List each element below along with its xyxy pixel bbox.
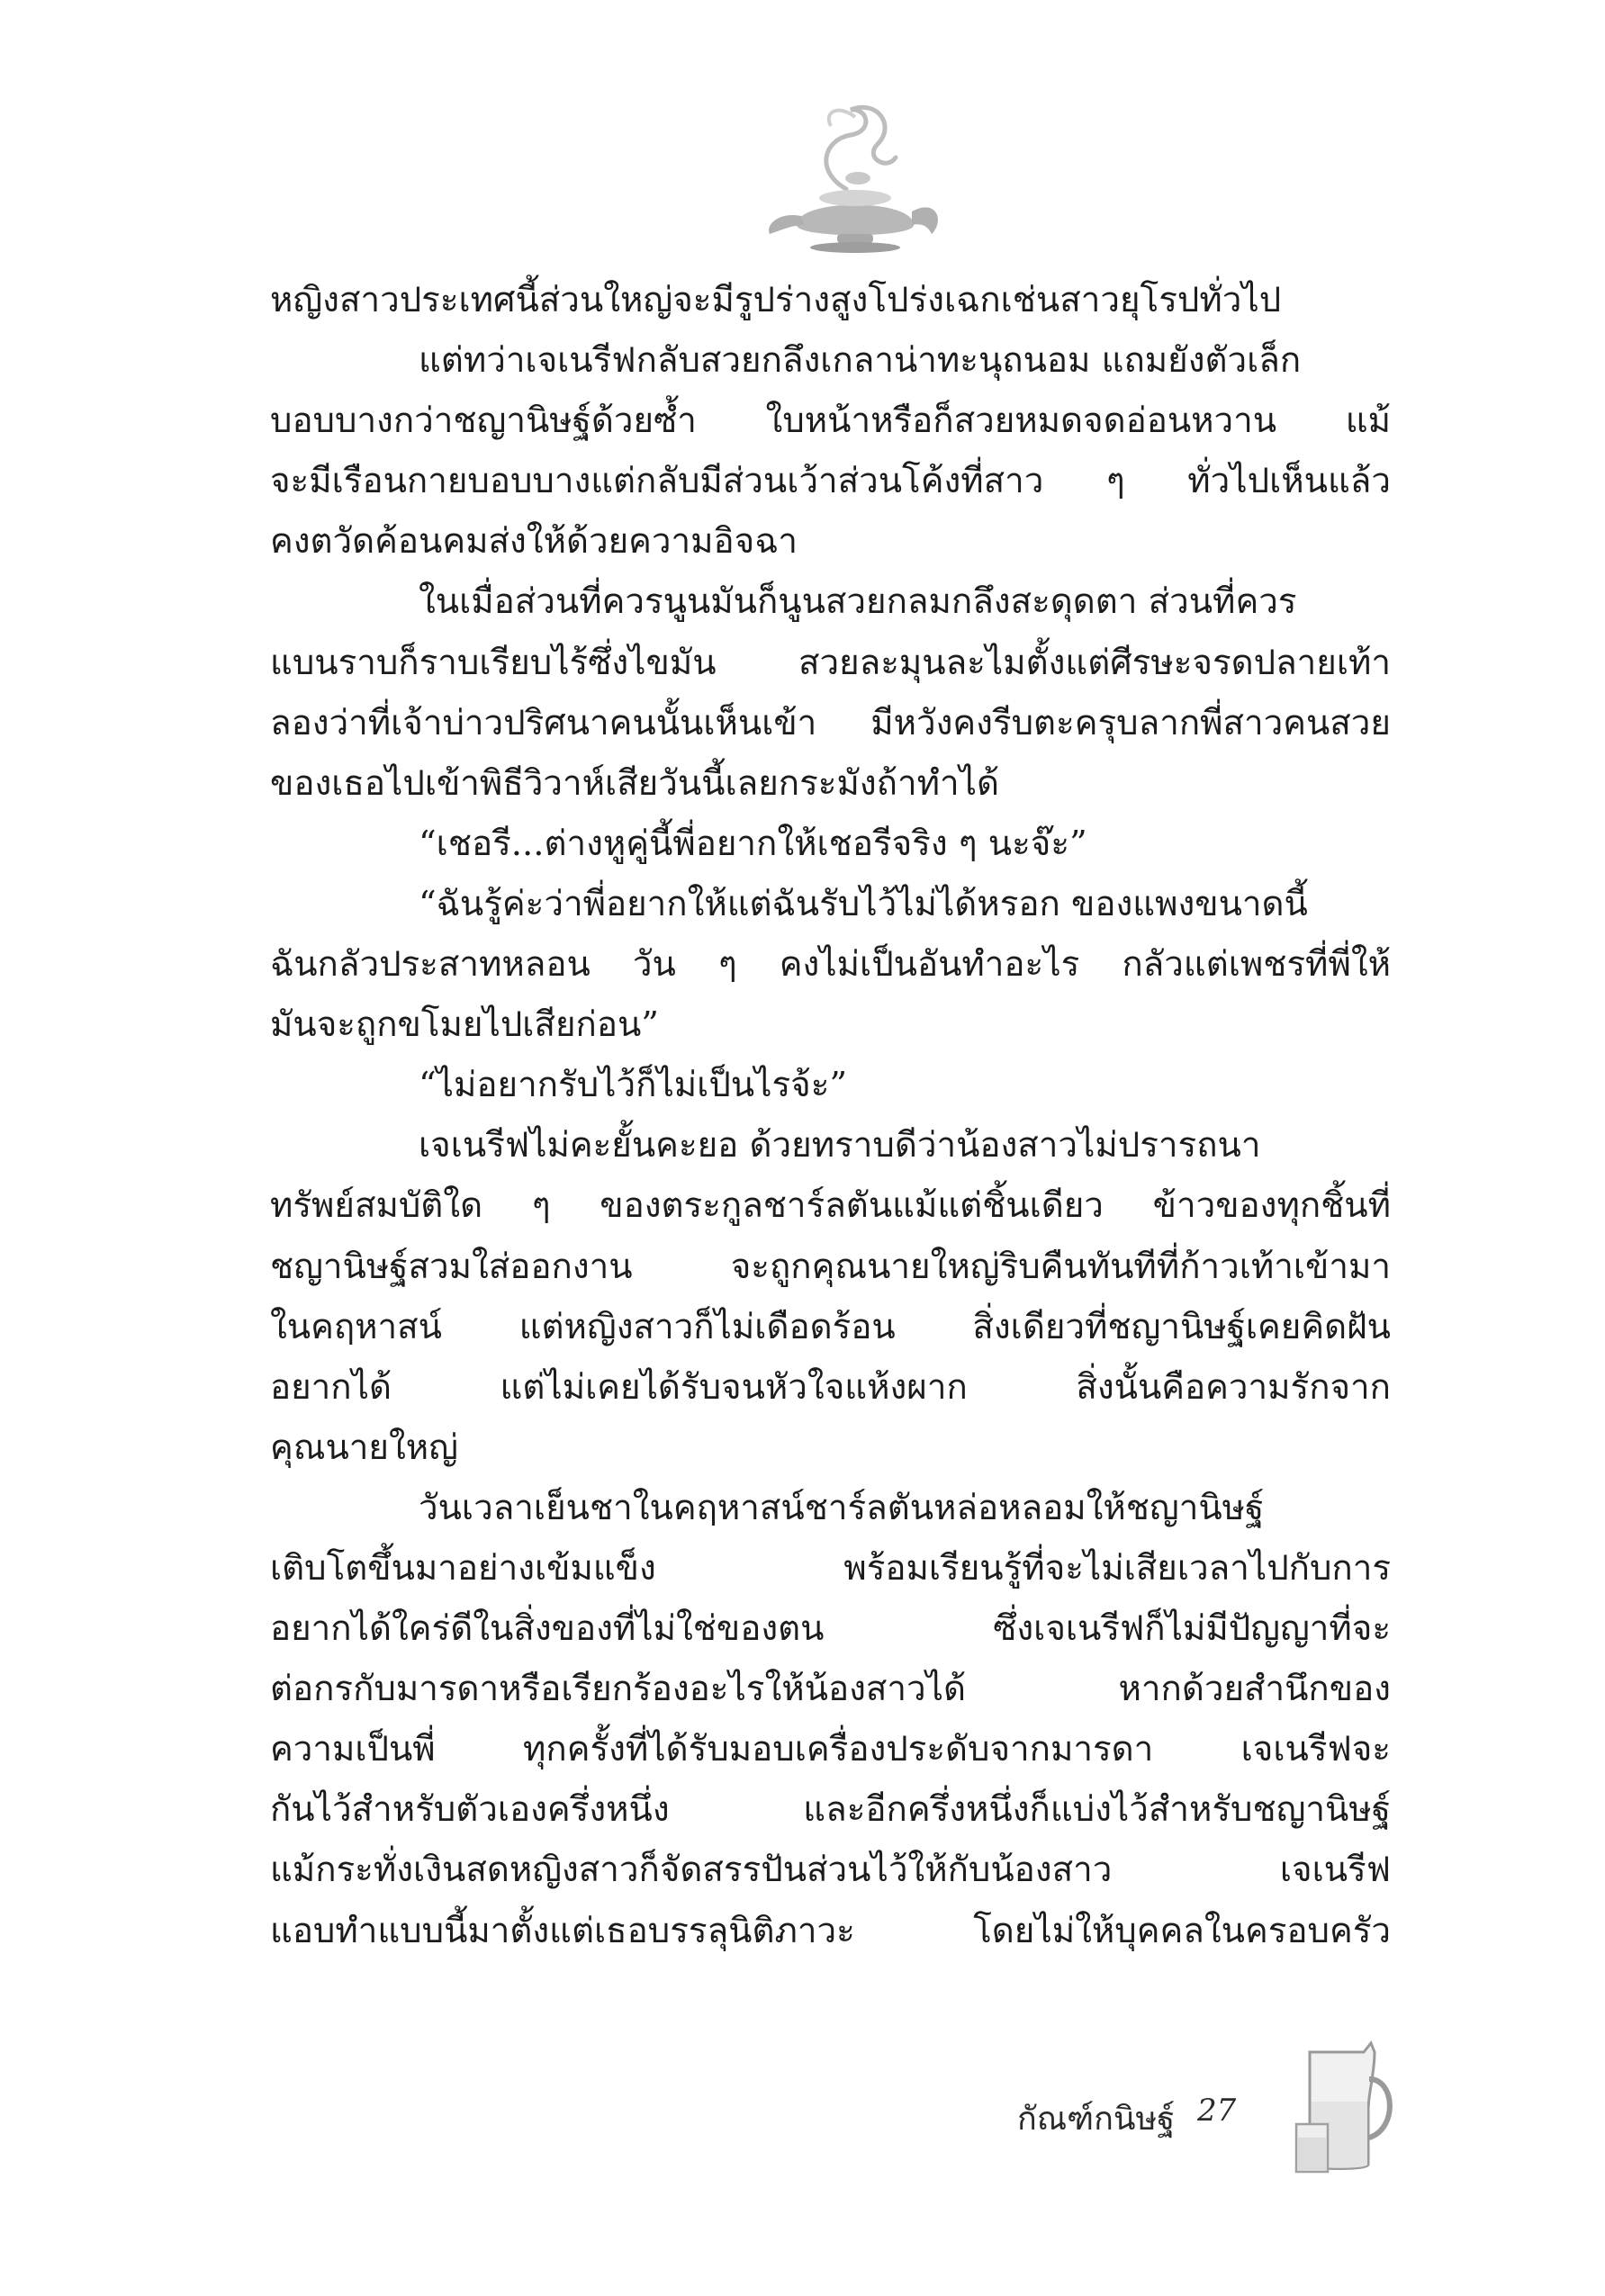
- text-line: ความเป็นพี่ ทุกครั้งที่ได้รับมอบเครื่องประดับจากมารดา เจเนรีฟจะ: [270, 1729, 1391, 1770]
- text-line: วันเวลาเย็นชาในคฤหาสน์ชาร์ลตันหล่อหลอมให้ชญานิษฐ์: [419, 1487, 1265, 1528]
- text-line: อยากได้ แต่ไม่เคยได้รับจนหัวใจแห้งผาก สิ่งนั้นคือความรักจาก: [270, 1366, 1391, 1408]
- text-line: มันจะถูกขโมยไปเสียก่อน”: [270, 1004, 659, 1046]
- text-line: กันไว้สำหรับตัวเองครึ่งหนึ่ง และอีกครึ่งหนึ่งก็แบ่งไว้สำหรับชญานิษฐ์: [270, 1789, 1391, 1831]
- text-line: เจเนรีฟไม่คะยั้นคะยอ ด้วยทราบดีว่าน้องสาวไม่ปรารถนา: [419, 1125, 1261, 1166]
- genie-lamp-icon: [761, 90, 950, 261]
- text-line: ลองว่าที่เจ้าบ่าวปริศนาคนนั้นเห็นเข้า มีหวังคงรีบตะครุบลากพี่สาวคนสวย: [270, 702, 1391, 743]
- text-line: ต่อกรกับมารดาหรือเรียกร้องอะไรให้น้องสาวได้ หากด้วยสำนึกของ: [270, 1669, 1391, 1710]
- text-line: คงตวัดค้อนคมส่งให้ด้วยความอิจฉา: [270, 521, 798, 563]
- text-line: “ไม่อยากรับไว้ก็ไม่เป็นไรจ้ะ”: [419, 1065, 848, 1106]
- page-footer: [0, 2039, 1605, 2201]
- text-line: แต่ทว่าเจเนรีฟกลับสวยกลึงเกลาน่าทะนุถนอม แถมยังตัวเล็ก: [419, 340, 1302, 382]
- text-line: อยากได้ใคร่ดีในสิ่งของที่ไม่ใช่ของตน ซึ่งเจเนรีฟก็ไม่มีปัญญาที่จะ: [270, 1608, 1391, 1650]
- text-line: แม้กระทั่งเงินสดหญิงสาวก็จัดสรรปันส่วนไว้ให้กับน้องสาว เจเนรีฟ: [270, 1850, 1391, 1891]
- text-line: แบนราบก็ราบเรียบไร้ซึ่งไขมัน สวยละมุนละไมตั้งแต่ศีรษะจรดปลายเท้า: [270, 642, 1391, 683]
- text-line: ชญานิษฐ์สวมใส่ออกงาน จะถูกคุณนายใหญ่ริบคืนทันทีที่ก้าวเท้าเข้ามา: [270, 1246, 1391, 1287]
- milk-jug-icon: [1292, 2039, 1400, 2174]
- body-text: [270, 270, 1391, 1961]
- text-line: เติบโตขึ้นมาอย่างเข้มแข็ง พร้อมเรียนรู้ที่จะไม่เสียเวลาไปกับการ: [270, 1547, 1391, 1589]
- text-line: ของเธอไปเข้าพิธีวิวาห์เสียวันนี้เลยกระมังถ้าทำได้: [270, 762, 999, 804]
- text-line: บอบบางกว่าชญานิษฐ์ด้วยซ้ำ ใบหน้าหรือก็สวยหมดจดอ่อนหวาน แม้: [270, 401, 1391, 442]
- text-line: “เชอรี...ต่างหูคู่นี้พี่อยากให้เชอรีจริง ๆ นะจ๊ะ”: [419, 823, 1087, 864]
- text-line: คุณนายใหญ่: [270, 1427, 458, 1468]
- text-line: ในคฤหาสน์ แต่หญิงสาวก็ไม่เดือดร้อน สิ่งเดียวที่ชญานิษฐ์เคยคิดฝัน: [270, 1306, 1391, 1347]
- text-line: “ฉันรู้ค่ะว่าพี่อยากให้แต่ฉันรับไว้ไม่ได้หรอก ของแพงขนาดนี้: [419, 883, 1308, 924]
- text-line: ในเมื่อส่วนที่ควรนูนมันก็นูนสวยกลมกลึงสะดุดตา ส่วนที่ควร: [419, 581, 1297, 623]
- text-line: จะมีเรือนกายบอบบางแต่กลับมีส่วนเว้าส่วนโค้งที่สาว ๆ ทั่วไปเห็นแล้ว: [270, 461, 1391, 502]
- text-line: แอบทำแบบนี้มาตั้งแต่เธอบรรลุนิติภาวะ โดยไม่ให้บุคคลในครอบครัว: [270, 1910, 1391, 1951]
- text-line: ทรัพย์สมบัติใด ๆ ของตระกูลชาร์ลตันแม้แต่ชิ้นเดียว ข้าวของทุกชิ้นที่: [270, 1185, 1391, 1227]
- text-line: ฉันกลัวประสาทหลอน วัน ๆ คงไม่เป็นอันทำอะไร กลัวแต่เพชรที่พี่ให้: [270, 944, 1391, 986]
- book-title-label: กัณฑ์กนิษฐ์: [1017, 2101, 1176, 2138]
- text-line: หญิงสาวประเทศนี้ส่วนใหญ่จะมีรูปร่างสูงโปร่งเฉกเช่นสาวยุโรปทั่วไป: [270, 280, 1282, 320]
- page-number: 27: [1197, 2093, 1237, 2129]
